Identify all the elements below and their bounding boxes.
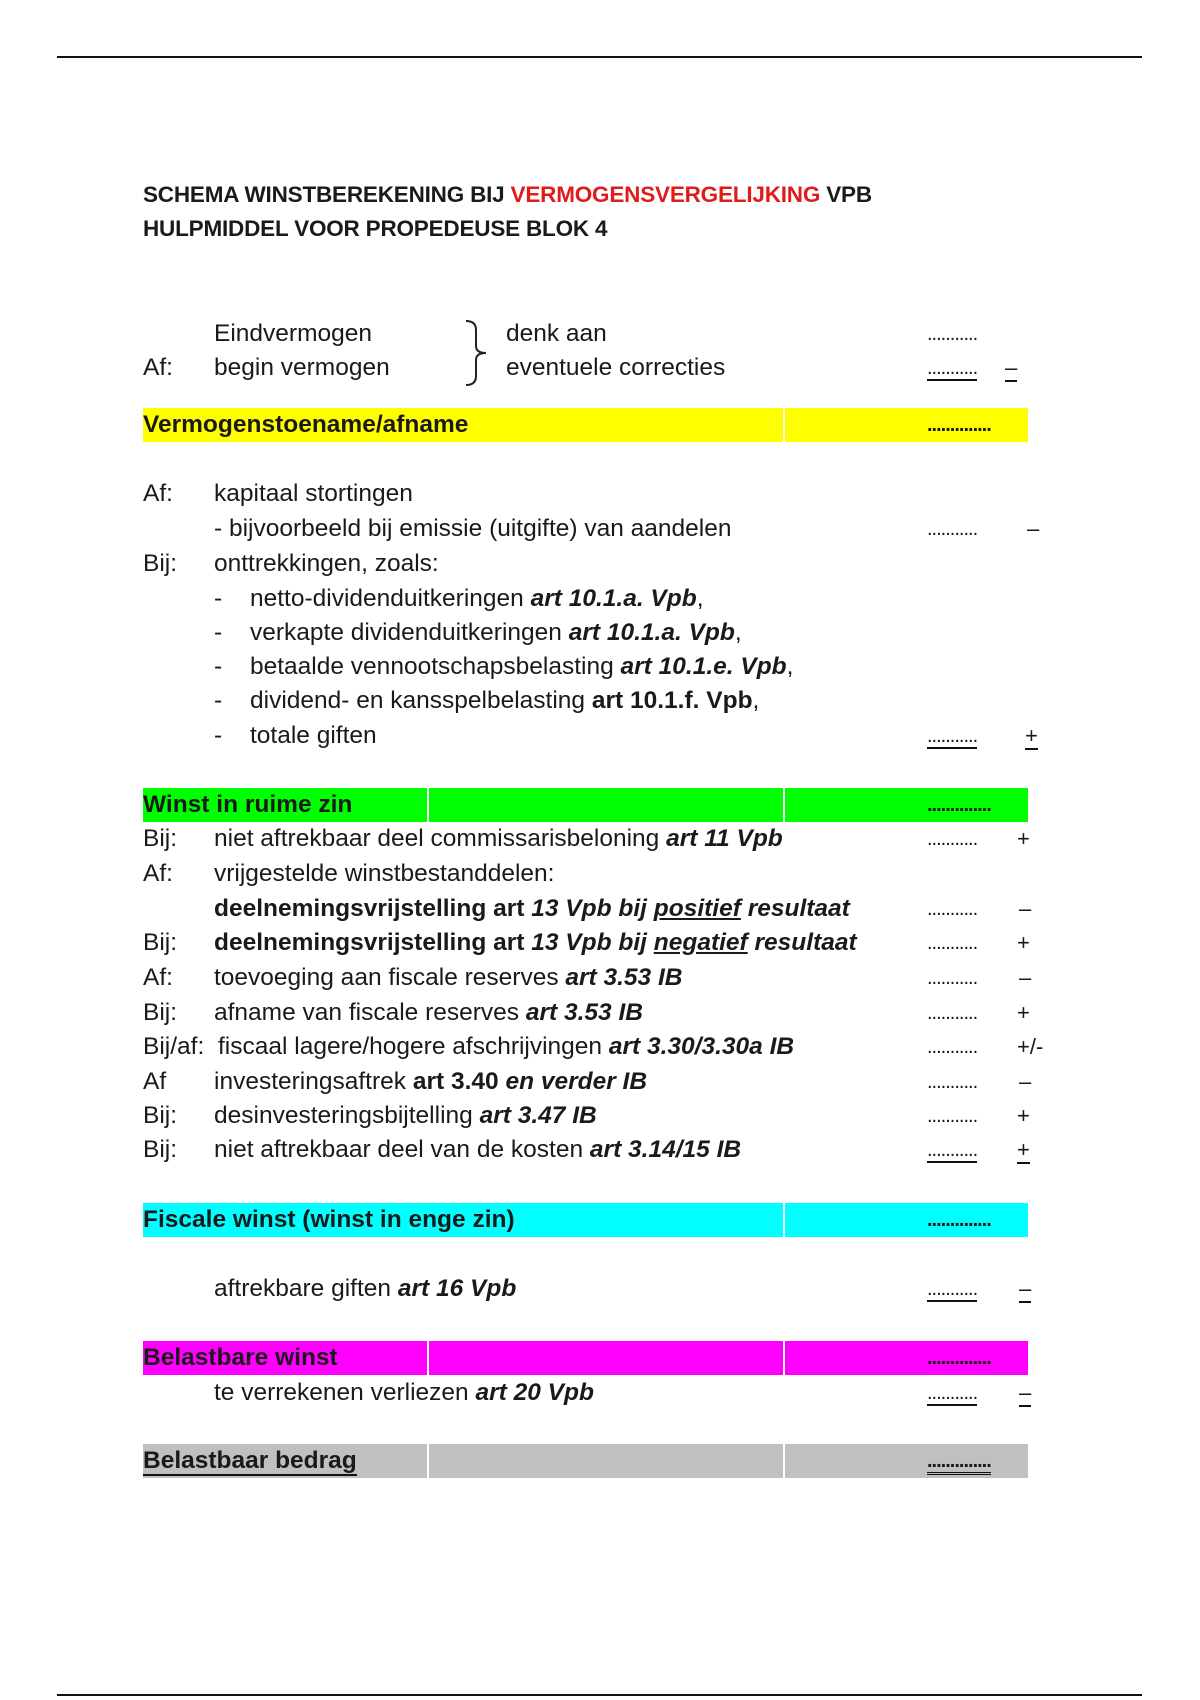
row-sign: –	[1019, 965, 1032, 990]
bar-cell	[785, 788, 1028, 822]
row-dots: ...........	[927, 932, 978, 954]
row-label: Bij/af:	[143, 1033, 205, 1060]
list-item: - totale giften	[214, 722, 377, 749]
winst-ruime-zin-label: Winst in ruime zin	[143, 791, 353, 818]
giften-plus-sign: +	[1025, 723, 1038, 748]
begin-minus-sign: –	[1005, 355, 1018, 380]
bar-cell	[429, 1444, 783, 1478]
row-text: deelnemingsvrijstelling art 13 Vpb bij positief resultaat	[214, 895, 850, 922]
bar-cell	[785, 1203, 1028, 1237]
bar-cell	[429, 788, 783, 822]
row-sign: –	[1019, 1069, 1032, 1094]
row-text: toevoeging aan fiscale reserves art 3.53 IB	[214, 964, 683, 991]
row-text: deelnemingsvrijstelling art 13 Vpb bij negatief resultaat	[214, 929, 857, 956]
row-sign: +	[1017, 930, 1030, 955]
list-item: - netto-dividenduitkeringen art 10.1.a. Vpb,	[214, 585, 704, 612]
row-label: Bij:	[143, 929, 178, 956]
emissie-label: - bijvoorbeeld bij emissie (uitgifte) van aandelen	[214, 515, 732, 542]
af-label: Af:	[143, 480, 173, 507]
row-dots: ...........	[927, 967, 978, 989]
row-sign: –	[1019, 896, 1032, 921]
row-label: Bij:	[143, 1136, 178, 1163]
row-label: Af	[143, 1068, 167, 1095]
row-dots: ...........	[927, 1139, 978, 1161]
list-item: - verkapte dividenduitkeringen art 10.1.a. Vpb,	[214, 619, 742, 646]
giften-dots: ...........	[927, 725, 978, 747]
kapitaal-label: kapitaal stortingen	[214, 480, 413, 507]
row-sign: +/-	[1017, 1034, 1044, 1059]
onttrekkingen-label: onttrekkingen, zoals:	[214, 550, 439, 577]
verliezen-row-sign: –	[1019, 1380, 1032, 1405]
fiscale-winst-label: Fiscale winst (winst in enge zin)	[143, 1206, 515, 1233]
giften-row-sign: –	[1019, 1276, 1032, 1301]
row-label: Bij:	[143, 1102, 178, 1129]
row-text: afname van fiscale reserves art 3.53 IB	[214, 999, 643, 1026]
row-text: vrijgestelde winstbestanddelen:	[214, 860, 555, 887]
verliezen-row-dots: ...........	[927, 1382, 978, 1404]
bottom-rule	[57, 1694, 1142, 1696]
row-label: Bij:	[143, 999, 178, 1026]
belastbare-winst-label: Belastbare winst	[143, 1344, 338, 1371]
giften-row-dots: ...........	[927, 1278, 978, 1300]
brace-icon	[462, 318, 492, 388]
row-text: niet aftrekbaar deel commissarisbeloning art 11 Vpb	[214, 825, 783, 852]
eindvermogen-dots: ...........	[927, 323, 978, 345]
row-sign: +	[1017, 1000, 1030, 1025]
emissie-minus-sign: –	[1027, 516, 1040, 541]
eindvermogen-label: Eindvermogen	[214, 320, 372, 347]
bar-cell	[429, 1341, 783, 1375]
title-highlight: VERMOGENSVERGELIJKING	[510, 182, 821, 207]
row-text: investeringsaftrek art 3.40 en verder IB	[214, 1068, 648, 1095]
giften-row: aftrekbare giften art 16 Vpb	[214, 1275, 517, 1302]
row-dots: ...........	[927, 1105, 978, 1127]
af-label: Af:	[143, 354, 173, 381]
page-title: SCHEMA WINSTBEREKENING BIJ VERMOGENSVERGELIJKING VPB	[143, 182, 872, 207]
row-dots: ...........	[927, 1036, 978, 1058]
vermogenstoename-label: Vermogenstoename/afname	[143, 411, 469, 438]
top-rule	[57, 56, 1142, 58]
row-label: Af:	[143, 860, 173, 887]
list-item: - dividend- en kansspelbelasting art 10.1.f. Vpb,	[214, 687, 760, 714]
winst-ruime-zin-dots: ..............	[927, 794, 991, 816]
verliezen-row: te verrekenen verliezen art 20 Vpb	[214, 1379, 594, 1406]
row-sign: +	[1017, 826, 1030, 851]
row-label: Af:	[143, 964, 173, 991]
fiscale-winst-dots: ..............	[927, 1209, 991, 1231]
row-text: niet aftrekbaar deel van de kosten art 3.14/15 IB	[214, 1136, 742, 1163]
begin-vermogen-dots: ...........	[927, 357, 978, 379]
bij-label: Bij:	[143, 550, 178, 577]
note-line2: eventuele correcties	[506, 354, 726, 381]
row-dots: ...........	[927, 898, 978, 920]
row-dots: ...........	[927, 828, 978, 850]
row-dots: ...........	[927, 1071, 978, 1093]
belastbaar-bedrag-label: Belastbaar bedrag	[143, 1447, 357, 1474]
bar-cell	[785, 1341, 1028, 1375]
row-sign: +	[1017, 1137, 1030, 1162]
belastbare-winst-dots: ..............	[927, 1347, 991, 1369]
page-subtitle: HULPMIDDEL VOOR PROPEDEUSE BLOK 4	[143, 216, 608, 241]
emissie-dots: ...........	[927, 518, 978, 540]
belastbaar-bedrag-dots: ..............	[927, 1444, 991, 1478]
row-dots: ...........	[927, 1002, 978, 1024]
list-item: - betaalde vennootschapsbelasting art 10.1.e. Vpb,	[214, 653, 794, 680]
bar-cell	[785, 1444, 1028, 1478]
row-text: fiscaal lagere/hogere afschrijvingen art 3.30/3.30a IB	[218, 1033, 795, 1060]
row-text: desinvesteringsbijtelling art 3.47 IB	[214, 1102, 597, 1129]
bar-cell	[785, 408, 1028, 442]
row-sign: +	[1017, 1103, 1030, 1128]
begin-vermogen-label: begin vermogen	[214, 354, 390, 381]
vermogenstoename-dots: ..............	[927, 414, 991, 436]
note-line1: denk aan	[506, 320, 607, 347]
row-label: Bij:	[143, 825, 178, 852]
